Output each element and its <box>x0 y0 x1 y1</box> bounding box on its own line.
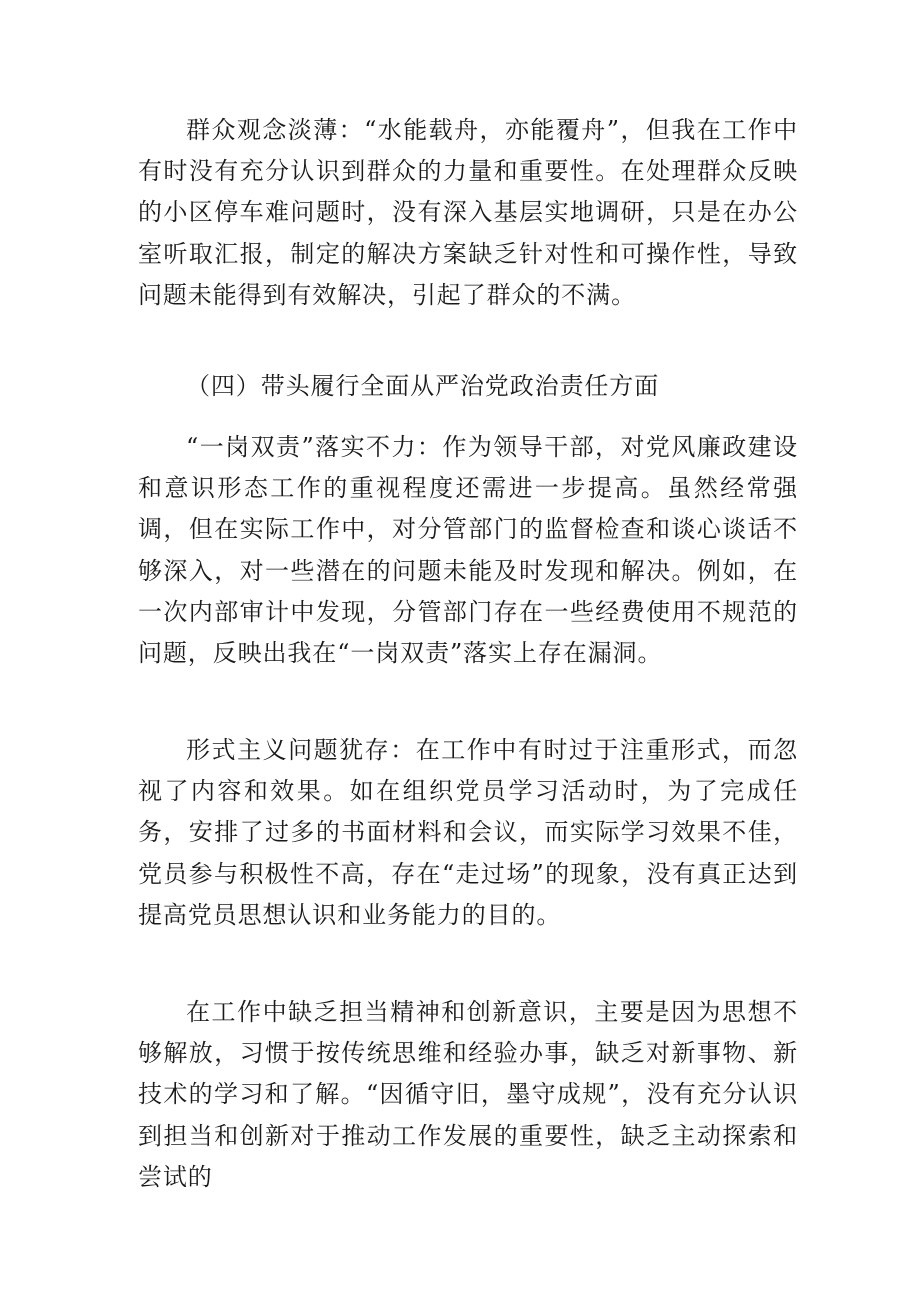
paragraph-formalism: 形式主义问题犹存：在工作中有时过于注重形式，而忽视了内容和效果。如在组织党员学习活动时，为了完成任务，安排了过多的书面材料和会议，而实际学习效果不佳，党员参与积极性不高，存在“走过场”的现象，没有真正达到提高党员思想认识和业务能力的目的。 <box>138 736 798 929</box>
paragraph-one-post-two-duties: “一岗双责”落实不力：作为领导干部，对党风廉政建设和意识形态工作的重视程度还需进一步提高。虽然经常强调，但在实际工作中，对分管部门的监督检查和谈心谈话不够深入，对一些潜在的问题未能及时发现和解决。例如，在一次内部审计中发现，分管部门存在一些经费使用不规范的问题，反映出我在“一岗双责”落实上存在漏洞。 <box>138 433 798 668</box>
paragraph-mass-concept: 群众观念淡薄：“水能载舟，亦能覆舟”，但我在工作中有时没有充分认识到群众的力量和重要性。在处理群众反映的小区停车难问题时，没有深入基层实地调研，只是在办公室听取汇报，制定的解决方案缺乏针对性和可操作性，导致问题未能得到有效解决，引起了群众的不满。 <box>138 116 798 309</box>
section-heading-four: （四）带头履行全面从严治党政治责任方面 <box>186 372 660 400</box>
paragraph-lack-of-innovation: 在工作中缺乏担当精神和创新意识，主要是因为思想不够解放，习惯于按传统思维和经验办事，缺乏对新事物、新技术的学习和了解。“因循守旧，墨守成规”，没有充分认识到担当和创新对于推动工作发展的重要性，缺乏主动探索和尝试的 <box>138 998 798 1191</box>
